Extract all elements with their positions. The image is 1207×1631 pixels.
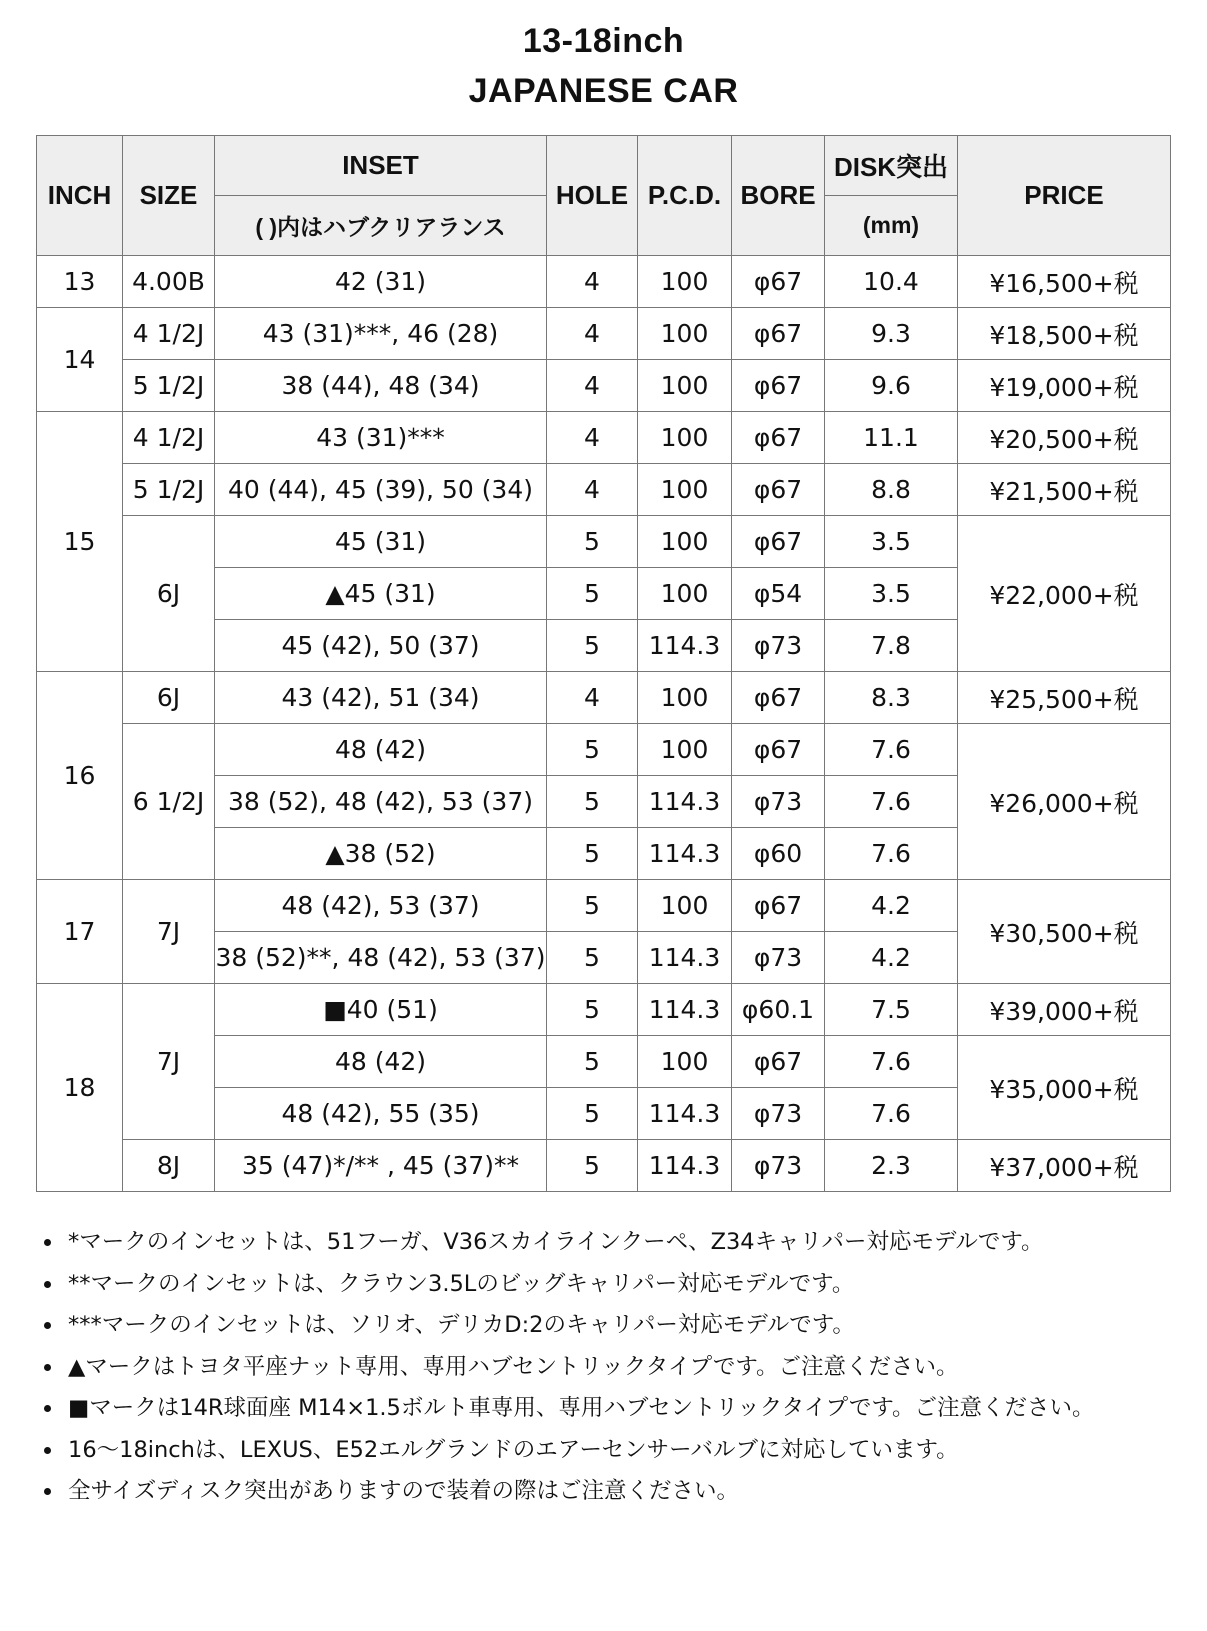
- cell-price: ¥35,000+税: [958, 1036, 1171, 1140]
- cell-inset: 43 (42), 51 (34): [215, 672, 547, 724]
- table-row: [37, 308, 1171, 360]
- cell-inch: 15: [37, 412, 123, 672]
- cell-bore: φ67: [732, 464, 825, 516]
- cell-bore: φ73: [732, 776, 825, 828]
- cell-inset: ▲38 (52): [215, 828, 547, 880]
- cell-disk: 7.5: [825, 984, 958, 1036]
- header-bore: BORE: [732, 136, 825, 256]
- header-disk-unit: (mm): [825, 196, 958, 256]
- cell-pcd: 100: [638, 464, 732, 516]
- cell-inch: 17: [37, 880, 123, 984]
- cell-disk: 8.3: [825, 672, 958, 724]
- cell-hole: 5: [547, 1140, 638, 1192]
- cell-disk: 7.6: [825, 776, 958, 828]
- cell-size: 4 1/2J: [123, 412, 215, 464]
- cell-price: ¥26,000+税: [958, 724, 1171, 880]
- cell-hole: 4: [547, 308, 638, 360]
- cell-bore: φ67: [732, 308, 825, 360]
- cell-price: ¥18,500+税: [958, 308, 1171, 360]
- cell-price: ¥21,500+税: [958, 464, 1171, 516]
- cell-bore: φ73: [732, 1088, 825, 1140]
- cell-inch: 18: [37, 984, 123, 1192]
- cell-disk: 7.6: [825, 1088, 958, 1140]
- cell-inset: 48 (42), 55 (35): [215, 1088, 547, 1140]
- cell-pcd: 114.3: [638, 828, 732, 880]
- cell-disk: 8.8: [825, 464, 958, 516]
- cell-disk: 7.6: [825, 1036, 958, 1088]
- cell-hole: 5: [547, 984, 638, 1036]
- cell-bore: φ67: [732, 1036, 825, 1088]
- cell-inset: 48 (42): [215, 1036, 547, 1088]
- cell-size: 4.00B: [123, 256, 215, 308]
- cell-inset: 40 (44), 45 (39), 50 (34): [215, 464, 547, 516]
- cell-hole: 4: [547, 672, 638, 724]
- cell-inset: ■40 (51): [215, 984, 547, 1036]
- cell-pcd: 100: [638, 672, 732, 724]
- cell-inset: 42 (31): [215, 256, 547, 308]
- cell-bore: φ54: [732, 568, 825, 620]
- table-row: [37, 360, 1171, 412]
- cell-bore: φ73: [732, 932, 825, 984]
- cell-bore: φ73: [732, 620, 825, 672]
- cell-size: 5 1/2J: [123, 360, 215, 412]
- page-subtitle: JAPANESE CAR: [468, 72, 739, 110]
- cell-pcd: 100: [638, 256, 732, 308]
- cell-bore: φ67: [732, 516, 825, 568]
- table-row: [37, 412, 1171, 464]
- cell-pcd: 100: [638, 308, 732, 360]
- cell-hole: 5: [547, 932, 638, 984]
- cell-price: ¥22,000+税: [958, 516, 1171, 672]
- cell-hole: 5: [547, 724, 638, 776]
- header-disk: DISK突出: [825, 136, 958, 196]
- header-pcd: P.C.D.: [638, 136, 732, 256]
- cell-inset: 38 (52), 48 (42), 53 (37): [215, 776, 547, 828]
- cell-size: 7J: [123, 880, 215, 984]
- cell-size: 6J: [123, 516, 215, 672]
- cell-hole: 5: [547, 1088, 638, 1140]
- cell-inch: 16: [37, 672, 123, 880]
- cell-price: ¥39,000+税: [958, 984, 1171, 1036]
- cell-disk: 3.5: [825, 516, 958, 568]
- cell-hole: 4: [547, 412, 638, 464]
- cell-size: 8J: [123, 1140, 215, 1192]
- cell-disk: 7.8: [825, 620, 958, 672]
- cell-disk: 4.2: [825, 932, 958, 984]
- cell-inset: ▲45 (31): [215, 568, 547, 620]
- cell-bore: φ73: [732, 1140, 825, 1192]
- cell-pcd: 100: [638, 724, 732, 776]
- cell-price: ¥19,000+税: [958, 360, 1171, 412]
- cell-disk: 10.4: [825, 256, 958, 308]
- header-inset: INSET: [215, 136, 547, 196]
- note-item: • 16〜18inchは、LEXUS、E52エルグランドのエアーセンサーバルブに対応しています。: [64, 1430, 1194, 1472]
- table-row: [37, 256, 1171, 308]
- wheel-spec-table: [36, 135, 1171, 1192]
- cell-bore: φ67: [732, 360, 825, 412]
- cell-inset: 43 (31)***: [215, 412, 547, 464]
- cell-disk: 7.6: [825, 828, 958, 880]
- header-inset-note: ( )内はハブクリアランス: [215, 196, 547, 256]
- cell-bore: φ67: [732, 256, 825, 308]
- cell-pcd: 114.3: [638, 620, 732, 672]
- page-title: 13-18inch: [522, 22, 685, 60]
- cell-size: 7J: [123, 984, 215, 1140]
- cell-hole: 5: [547, 516, 638, 568]
- cell-inset: 35 (47)*/** , 45 (37)**: [215, 1140, 547, 1192]
- cell-bore: φ67: [732, 724, 825, 776]
- table-row: [37, 984, 1171, 1036]
- cell-disk: 3.5: [825, 568, 958, 620]
- note-item: • ▲マークはトヨタ平座ナット専用、専用ハブセントリックタイプです。ご注意ください。: [64, 1347, 1194, 1389]
- cell-pcd: 100: [638, 412, 732, 464]
- title-block: [0, 0, 1207, 116]
- cell-inset: 48 (42), 53 (37): [215, 880, 547, 932]
- cell-price: ¥20,500+税: [958, 412, 1171, 464]
- cell-pcd: 114.3: [638, 1088, 732, 1140]
- note-item: • ■マークは14R球面座 M14×1.5ボルト車専用、専用ハブセントリックタイプです。ご注意ください。: [64, 1388, 1194, 1430]
- cell-price: ¥16,500+税: [958, 256, 1171, 308]
- notes-list: [36, 1222, 1194, 1513]
- table-row: [37, 1140, 1171, 1192]
- note-item: • *マークのインセットは、51フーガ、V36スカイラインクーペ、Z34キャリパー対応モデルです。: [64, 1222, 1194, 1264]
- header-hole: HOLE: [547, 136, 638, 256]
- cell-bore: φ67: [732, 880, 825, 932]
- cell-disk: 9.6: [825, 360, 958, 412]
- cell-inch: 13: [37, 256, 123, 308]
- note-item: • 全サイズディスク突出がありますので装着の際はご注意ください。: [64, 1471, 1194, 1513]
- cell-bore: φ67: [732, 412, 825, 464]
- cell-size: 6J: [123, 672, 215, 724]
- cell-price: ¥37,000+税: [958, 1140, 1171, 1192]
- cell-hole: 5: [547, 620, 638, 672]
- cell-disk: 7.6: [825, 724, 958, 776]
- cell-pcd: 114.3: [638, 932, 732, 984]
- cell-pcd: 100: [638, 568, 732, 620]
- cell-inset: 43 (31)***, 46 (28): [215, 308, 547, 360]
- cell-pcd: 100: [638, 880, 732, 932]
- table-row: [37, 724, 1171, 776]
- cell-size: 6 1/2J: [123, 724, 215, 880]
- cell-inset: 38 (44), 48 (34): [215, 360, 547, 412]
- cell-bore: φ60.1: [732, 984, 825, 1036]
- header-size: SIZE: [123, 136, 215, 256]
- cell-hole: 5: [547, 880, 638, 932]
- table-body: [37, 256, 1171, 1192]
- cell-price: ¥30,500+税: [958, 880, 1171, 984]
- table-row: [37, 516, 1171, 568]
- cell-inset: 45 (42), 50 (37): [215, 620, 547, 672]
- cell-hole: 4: [547, 256, 638, 308]
- cell-pcd: 114.3: [638, 984, 732, 1036]
- cell-bore: φ60: [732, 828, 825, 880]
- cell-hole: 5: [547, 568, 638, 620]
- cell-inch: 14: [37, 308, 123, 412]
- header-price: PRICE: [958, 136, 1171, 256]
- cell-bore: φ67: [732, 672, 825, 724]
- cell-hole: 5: [547, 1036, 638, 1088]
- cell-size: 4 1/2J: [123, 308, 215, 360]
- cell-pcd: 100: [638, 516, 732, 568]
- table-row: [37, 672, 1171, 724]
- cell-inset: 38 (52)**, 48 (42), 53 (37): [215, 932, 547, 984]
- header-inch: INCH: [37, 136, 123, 256]
- table-row: [37, 880, 1171, 932]
- cell-size: 5 1/2J: [123, 464, 215, 516]
- note-item: • ***マークのインセットは、ソリオ、デリカD:2のキャリパー対応モデルです。: [64, 1305, 1194, 1347]
- cell-disk: 9.3: [825, 308, 958, 360]
- cell-inset: 45 (31): [215, 516, 547, 568]
- cell-disk: 11.1: [825, 412, 958, 464]
- cell-disk: 4.2: [825, 880, 958, 932]
- note-item: • **マークのインセットは、クラウン3.5Lのビッグキャリパー対応モデルです。: [64, 1264, 1194, 1306]
- cell-pcd: 114.3: [638, 1140, 732, 1192]
- table-row: [37, 464, 1171, 516]
- cell-hole: 4: [547, 360, 638, 412]
- cell-pcd: 114.3: [638, 776, 732, 828]
- cell-pcd: 100: [638, 360, 732, 412]
- cell-pcd: 100: [638, 1036, 732, 1088]
- cell-hole: 5: [547, 776, 638, 828]
- cell-hole: 4: [547, 464, 638, 516]
- cell-disk: 2.3: [825, 1140, 958, 1192]
- cell-price: ¥25,500+税: [958, 672, 1171, 724]
- cell-hole: 5: [547, 828, 638, 880]
- cell-inset: 48 (42): [215, 724, 547, 776]
